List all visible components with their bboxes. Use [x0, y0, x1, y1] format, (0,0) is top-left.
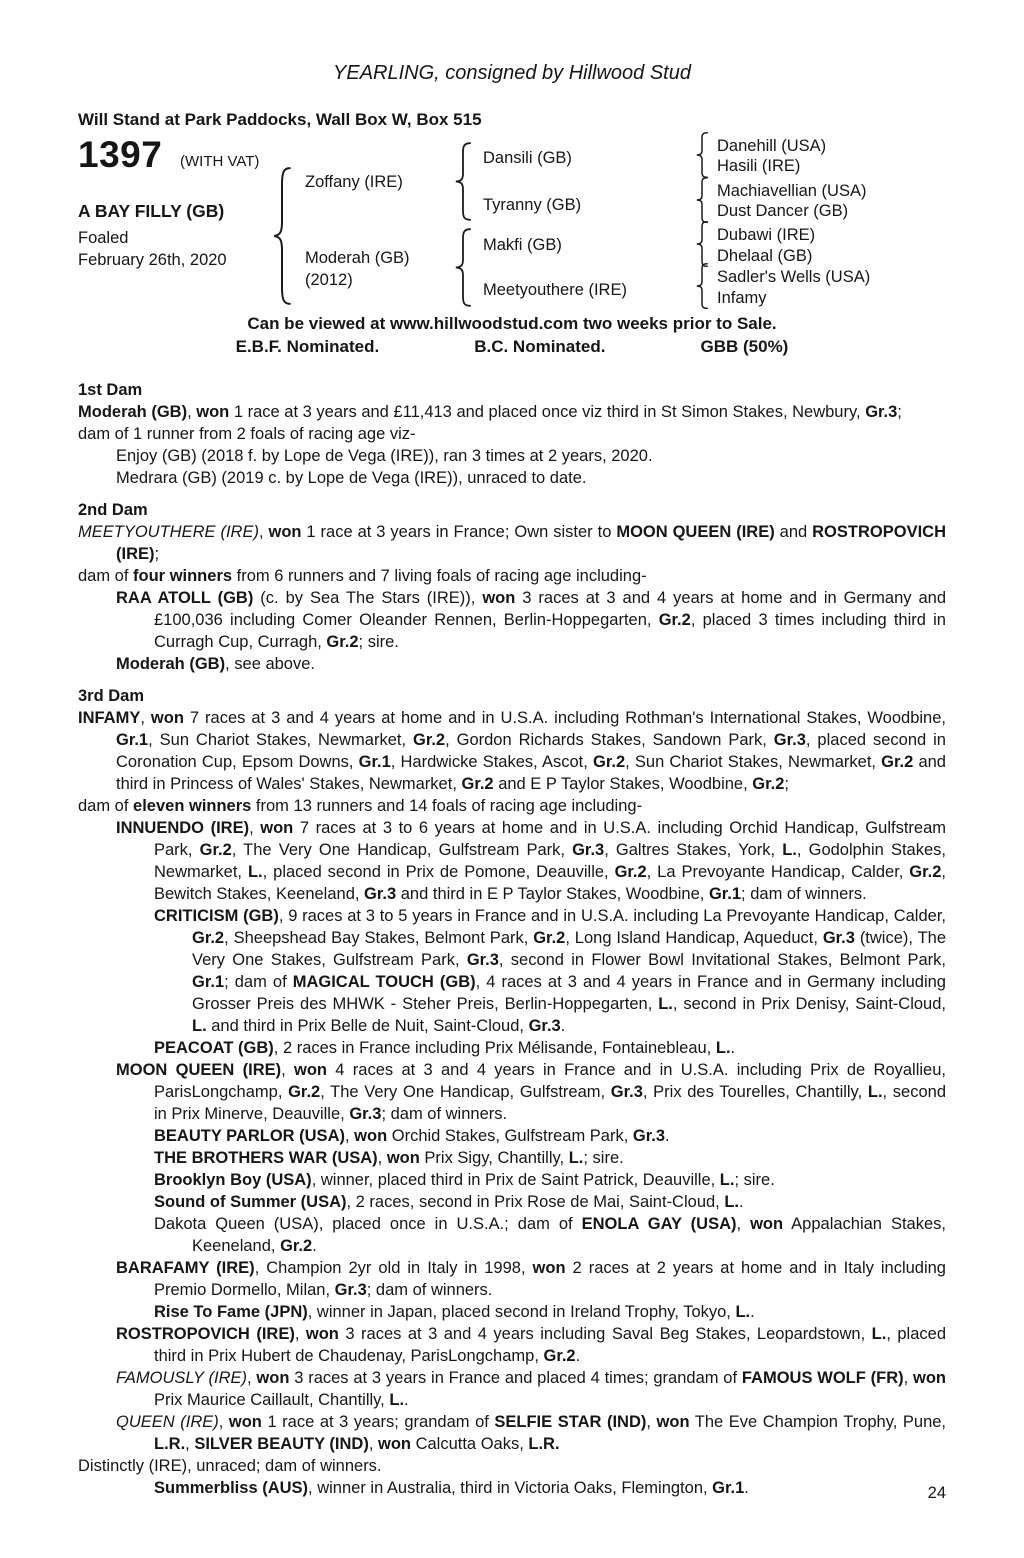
page-number: 24: [927, 1484, 946, 1502]
text-segment: Gr.3: [822, 929, 855, 947]
text-segment: won: [294, 1061, 327, 1079]
text-segment: dam of 1 runner from 2 foals of racing age viz-: [78, 425, 416, 443]
text-segment: .: [739, 1193, 744, 1211]
text-segment: ; dam of winners.: [366, 1281, 493, 1299]
text-segment: Rise To Fame (JPN): [154, 1303, 308, 1321]
text-segment: won: [386, 1149, 420, 1167]
text-segment: 7 races at 3 and 4 years at home and in U.S.A. including Rothman's International Stakes, Woodbine,: [183, 709, 946, 727]
text-segment: Gr.3: [349, 1105, 382, 1123]
text-segment: Gr.2: [543, 1347, 576, 1365]
text-segment: , Galtres Stakes, York,: [604, 841, 783, 859]
text-segment: , 2 races in France including Prix Mélisande, Fontainebleau,: [273, 1039, 716, 1057]
pedigree-paragraph: [78, 1059, 946, 1125]
text-segment: Brooklyn Boy (USA): [154, 1171, 312, 1189]
text-segment: L.: [247, 863, 263, 881]
sire-sire-name: Dansili (GB): [483, 149, 572, 167]
text-segment: Gr.2: [909, 863, 942, 881]
foaled-label: Foaled: [78, 229, 129, 247]
text-segment: , 2 races, second in Prix Rose de Mai, Saint-Cloud,: [346, 1193, 725, 1211]
pedigree-paragraph: [78, 1147, 946, 1169]
pedigree-paragraph: [78, 423, 946, 445]
text-segment: FAMOUSLY (IRE): [116, 1369, 248, 1387]
text-segment: Gr.2: [412, 731, 446, 749]
text-segment: .: [750, 1303, 755, 1321]
sire-sire-sire-name: Danehill (USA): [717, 137, 827, 155]
text-segment: Gr.3: [865, 403, 898, 421]
text-segment: ; sire.: [358, 633, 399, 651]
text-segment: , placed third in Prix Hubert de Chaudenay, ParisLongchamp,: [154, 1325, 946, 1365]
pedigree-paragraph: [78, 1367, 946, 1411]
text-segment: Moderah (GB): [116, 655, 226, 673]
text-segment: ; sire.: [583, 1149, 624, 1167]
animal-description: A BAY FILLY (GB): [78, 201, 225, 221]
dam-dam-name: Meetyouthere (IRE): [483, 281, 627, 299]
nominations-line: [0, 337, 1024, 357]
text-segment: , second in Prix Minerve, Deauville,: [154, 1083, 947, 1123]
text-segment: ,: [344, 1127, 355, 1145]
text-segment: and E P Taylor Stakes, Woodbine,: [493, 775, 753, 793]
text-segment: , winner, placed third in Prix de Saint Patrick, Deauville,: [311, 1171, 720, 1189]
text-segment: , Sheepshead Bay Stakes, Belmont Park,: [224, 929, 534, 947]
text-segment: Medrara (GB) (2019 c. by Lope de Vega (IRE)), unraced to date.: [116, 469, 587, 487]
text-segment: 3 races at 3 years in France and placed 4 times; grandam of: [289, 1369, 742, 1387]
text-segment: ; dam of winners.: [381, 1105, 508, 1123]
text-segment: Gr.3: [773, 731, 806, 749]
pedigree-details: [0, 379, 1024, 1499]
text-segment: 3 races at 3 and 4 years at home and in Germany and £100,036 including Comer Oleander Rennen, Berlin-Hoppegarten,: [154, 589, 947, 629]
text-segment: won: [256, 1369, 290, 1387]
pedigree-paragraph: [78, 795, 946, 817]
text-segment: .: [312, 1237, 317, 1255]
pedigree-paragraph: [78, 1323, 946, 1367]
text-segment: , Sun Chariot Stakes, Newmarket,: [625, 753, 882, 771]
text-segment: Gr.1: [192, 973, 225, 991]
text-segment: ,: [281, 1061, 294, 1079]
text-segment: , La Prevoyante Handicap, Calder,: [646, 863, 910, 881]
text-segment: , Godolphin Stakes, Newmarket,: [154, 841, 946, 881]
pedigree-brace-sire-dam: [694, 177, 710, 223]
text-segment: Gr.2: [881, 753, 914, 771]
text-segment: ROSTROPOVICH (IRE): [116, 523, 946, 563]
text-segment: ENOLA GAY (USA): [581, 1215, 737, 1233]
text-segment: (twice), The Very One Stakes, Gulfstream Park,: [192, 929, 947, 969]
text-segment: ; dam of: [224, 973, 293, 991]
text-segment: ,: [249, 819, 261, 837]
text-segment: 3 races at 3 and 4 years including Saval Beg Stakes, Leopardstown,: [338, 1325, 872, 1343]
text-segment: , placed second in Prix de Pomone, Deauville,: [262, 863, 615, 881]
text-segment: 1 race at 3 years in France; Own sister to: [301, 523, 617, 541]
text-segment: won: [150, 709, 184, 727]
text-segment: , 9 races at 3 to 5 years in France and in U.S.A. including La Prevoyante Handicap, Calder,: [278, 907, 946, 925]
text-segment: won: [378, 1435, 411, 1453]
text-segment: Prix Maurice Caillault, Chantilly,: [154, 1391, 390, 1409]
text-segment: Gr.2: [461, 775, 494, 793]
text-segment: , Long Island Handicap, Aqueduct,: [565, 929, 823, 947]
text-segment: and: [774, 523, 813, 541]
text-segment: L.: [867, 1083, 883, 1101]
text-segment: The Eve Champion Trophy, Pune,: [689, 1413, 947, 1431]
text-segment: won: [196, 403, 230, 421]
text-segment: Gr.2: [593, 753, 626, 771]
text-segment: BEAUTY PARLOR (USA): [154, 1127, 345, 1145]
pedigree-paragraph: [78, 521, 946, 565]
text-segment: ,: [247, 1369, 257, 1387]
text-segment: ; sire.: [734, 1171, 775, 1189]
viewing-notice: Can be viewed at www.hillwoodstud.com two weeks prior to Sale.: [247, 314, 777, 333]
pedigree-paragraph: [78, 1213, 946, 1257]
text-segment: ;: [784, 775, 789, 793]
text-segment: Summerbliss (AUS): [154, 1479, 309, 1497]
text-segment: L.R.: [528, 1435, 560, 1453]
pedigree-paragraph: [78, 467, 946, 489]
gbb-note: GBB (50%): [700, 337, 789, 356]
sire-sire-dam-name: Hasili (IRE): [717, 157, 801, 175]
text-segment: , Champion 2yr old in Italy in 1998,: [254, 1259, 533, 1277]
text-segment: Gr.1: [358, 753, 391, 771]
text-segment: (c. by Sea The Stars (IRE)),: [253, 589, 483, 607]
text-segment: Gr.2: [752, 775, 785, 793]
text-segment: ROSTROPOVICH (IRE): [116, 1325, 295, 1343]
pedigree-paragraph: [78, 565, 946, 587]
sire-name: Zoffany (IRE): [305, 173, 403, 191]
text-segment: Gr.3: [610, 1083, 643, 1101]
text-segment: ,: [218, 1413, 229, 1431]
text-segment: SELFIE STAR (IND): [494, 1413, 647, 1431]
pedigree-paragraph: [78, 1301, 946, 1323]
text-segment: L.: [735, 1303, 751, 1321]
text-segment: Gr.2: [280, 1237, 313, 1255]
text-segment: L.R.: [154, 1435, 186, 1453]
sire-dam-dam-name: Dust Dancer (GB): [717, 202, 849, 220]
text-segment: , winner in Australia, third in Victoria Oaks, Flemington,: [308, 1479, 713, 1497]
text-segment: PEACOAT (GB): [154, 1039, 274, 1057]
text-segment: , second in Prix Denisy, Saint-Cloud,: [672, 995, 946, 1013]
sire-dam-sire-name: Machiavellian (USA): [717, 182, 867, 200]
text-segment: ,: [646, 1413, 657, 1431]
bc-nomination: B.C. Nominated.: [474, 337, 606, 356]
text-segment: ;: [897, 403, 902, 421]
text-segment: INNUENDO (IRE): [116, 819, 250, 837]
text-segment: Gr.3: [528, 1017, 561, 1035]
text-segment: .: [730, 1039, 736, 1057]
text-segment: THE BROTHERS WAR (USA): [154, 1149, 378, 1167]
text-segment: , Gordon Richards Stakes, Sandown Park,: [445, 731, 774, 749]
text-segment: Gr.3: [364, 885, 397, 903]
text-segment: , Hardwicke Stakes, Ascot,: [390, 753, 594, 771]
ebf-nomination: E.B.F. Nominated.: [235, 337, 380, 356]
text-segment: eleven winners: [133, 797, 252, 815]
text-segment: Gr.2: [192, 929, 225, 947]
text-segment: from 6 runners and 7 living foals of racing age including-: [232, 567, 647, 585]
text-segment: Gr.2: [326, 633, 359, 651]
text-segment: Gr.2: [288, 1083, 321, 1101]
text-segment: CRITICISM (GB): [154, 907, 279, 925]
dam-name: Moderah (GB): [305, 249, 410, 267]
text-segment: L.: [568, 1149, 584, 1167]
text-segment: ,: [368, 1435, 378, 1453]
text-segment: and third in E P Taylor Stakes, Woodbine,: [396, 885, 709, 903]
text-segment: won: [260, 819, 294, 837]
pedigree-paragraph: [78, 587, 946, 653]
text-segment: Moderah (GB): [78, 403, 188, 421]
pedigree-paragraph: [78, 445, 946, 467]
text-segment: ;: [154, 545, 160, 563]
consignor-title: YEARLING, consigned by Hillwood Stud: [333, 62, 691, 84]
text-segment: Gr.3: [334, 1281, 367, 1299]
text-segment: ,: [187, 403, 197, 421]
text-segment: , Prix des Tourelles, Chantilly,: [642, 1083, 868, 1101]
pedigree-paragraph: [78, 1477, 946, 1499]
text-segment: , placed 3 times including third in Curragh Cup, Curragh,: [154, 611, 946, 651]
text-segment: .: [404, 1391, 409, 1409]
text-segment: , placed second in Coronation Cup, Epsom Downs,: [116, 731, 946, 771]
dam-sire-dam-name: Dhelaal (GB): [717, 247, 813, 265]
pedigree-paragraph: [78, 905, 946, 1037]
text-segment: RAA ATOLL (GB): [116, 589, 254, 607]
text-segment: L.: [192, 1017, 207, 1035]
pedigree-brace-dam: [452, 228, 474, 307]
text-segment: .: [744, 1479, 749, 1497]
text-segment: Appalachian Stakes, Keeneland,: [192, 1215, 946, 1255]
text-segment: ,: [185, 1435, 195, 1453]
text-segment: L.: [724, 1193, 740, 1211]
text-segment: Dakota Queen (USA), placed once in U.S.A.; dam of: [154, 1215, 582, 1233]
text-segment: L.: [658, 995, 673, 1013]
text-segment: L.: [715, 1039, 731, 1057]
text-segment: 1 race at 3 years; grandam of: [261, 1413, 495, 1431]
pedigree-paragraph: [78, 1125, 946, 1147]
text-segment: SILVER BEAUTY (IND): [194, 1435, 369, 1453]
text-segment: ,: [903, 1369, 914, 1387]
vat-note: (WITH VAT): [180, 153, 260, 170]
text-segment: Gr.1: [712, 1479, 745, 1497]
text-segment: , winner in Japan, placed second in Ireland Trophy, Tokyo,: [307, 1303, 736, 1321]
text-segment: .: [665, 1127, 670, 1145]
text-segment: Gr.2: [614, 863, 647, 881]
text-segment: Gr.1: [708, 885, 742, 903]
text-segment: MOON QUEEN (IRE): [616, 523, 775, 541]
pedigree-brace-sire-sire: [694, 132, 710, 178]
text-segment: , Sun Chariot Stakes, Newmarket,: [148, 731, 413, 749]
text-segment: Prix Sigy, Chantilly,: [419, 1149, 569, 1167]
text-segment: 4 races at 3 and 4 years in France and in U.S.A. including Prix de Royallieu, ParisLongchamp,: [154, 1061, 946, 1101]
pedigree-paragraph: [78, 1191, 946, 1213]
text-segment: Sound of Summer (USA): [154, 1193, 347, 1211]
foaled-date: February 26th, 2020: [78, 251, 227, 269]
lot-number: 1397: [78, 134, 163, 175]
text-segment: won: [532, 1259, 566, 1277]
pedigree-paragraph: [78, 401, 946, 423]
text-segment: four winners: [133, 567, 233, 585]
text-segment: from 13 runners and 14 foals of racing age including-: [251, 797, 643, 815]
text-segment: Gr.3: [466, 951, 499, 969]
pedigree-brace-dam-sire: [694, 221, 710, 267]
text-segment: won: [656, 1413, 690, 1431]
stand-location: Will Stand at Park Paddocks, Wall Box W, Box 515: [78, 110, 482, 129]
text-segment: Gr.3: [632, 1127, 666, 1145]
text-segment: won: [354, 1127, 388, 1145]
text-segment: .: [560, 1017, 566, 1035]
text-segment: QUEEN (IRE): [116, 1413, 219, 1431]
text-segment: and third in Princess of Wales' Stakes, Newmarket,: [116, 753, 946, 793]
pedigree-brace-dam-dam: [694, 263, 710, 309]
text-segment: Gr.3: [572, 841, 605, 859]
text-segment: MAGICAL TOUCH (GB): [292, 973, 476, 991]
text-segment: Gr.2: [199, 841, 232, 859]
text-segment: L.: [871, 1325, 887, 1343]
text-segment: won: [268, 523, 302, 541]
dam-heading: 1st Dam: [78, 381, 143, 399]
text-segment: ,: [736, 1215, 751, 1233]
pedigree-paragraph: [78, 653, 946, 675]
pedigree-paragraph: [78, 1169, 946, 1191]
text-segment: , The Very One Handicap, Gulfstream,: [320, 1083, 611, 1101]
text-segment: , 4 races at 3 and 4 years in France and in Germany including Grosser Preis des MHWK - Steher Preis, Berlin-Hoppegarten,: [192, 973, 946, 1013]
text-segment: , see above.: [225, 655, 315, 673]
text-segment: MOON QUEEN (IRE): [116, 1061, 282, 1079]
text-segment: Calcutta Oaks,: [411, 1435, 529, 1453]
text-segment: , The Very One Handicap, Gulfstream Park,: [231, 841, 573, 859]
pedigree-paragraph: [78, 1037, 946, 1059]
text-segment: L.: [782, 841, 797, 859]
dam-heading: 2nd Dam: [78, 501, 148, 519]
dam-heading: 3rd Dam: [78, 687, 145, 705]
text-segment: Distinctly (IRE), unraced; dam of winners.: [78, 1457, 382, 1475]
text-segment: 7 races at 3 to 6 years at home and in U.S.A. including Orchid Handicap, Gulfstream Park,: [154, 819, 946, 859]
text-segment: won: [228, 1413, 262, 1431]
text-segment: Orchid Stakes, Gulfstream Park,: [387, 1127, 633, 1145]
text-segment: ,: [377, 1149, 387, 1167]
text-segment: L.: [389, 1391, 405, 1409]
text-segment: MEETYOUTHERE (IRE): [78, 523, 259, 541]
text-segment: .: [575, 1347, 581, 1365]
text-segment: ; dam of winners.: [741, 885, 867, 903]
text-segment: Enjoy (GB) (2018 f. by Lope de Vega (IRE)), ran 3 times at 2 years, 2020.: [116, 447, 653, 465]
pedigree-brace-main: [270, 166, 294, 306]
text-segment: won: [482, 589, 516, 607]
pedigree-paragraph: [78, 817, 946, 905]
text-segment: Gr.2: [658, 611, 691, 629]
pedigree-paragraph: [78, 1257, 946, 1301]
text-segment: , second in Flower Bowl Invitational Stakes, Belmont Park,: [498, 951, 946, 969]
dam-year: (2012): [305, 271, 353, 289]
text-segment: 2 races at 2 years at home and in Italy including Premio Dormello, Milan,: [154, 1259, 946, 1299]
text-segment: won: [750, 1215, 784, 1233]
text-segment: Gr.1: [116, 731, 149, 749]
pedigree-brace-sire: [452, 142, 474, 221]
text-segment: , Bewitch Stakes, Keeneland,: [154, 863, 946, 903]
text-segment: won: [913, 1369, 947, 1387]
dam-sire-name: Makfi (GB): [483, 236, 562, 254]
dam-dam-dam-name: Infamy: [717, 289, 767, 307]
text-segment: and third in Prix Belle de Nuit, Saint-Cloud,: [206, 1017, 529, 1035]
pedigree-paragraph: [78, 707, 946, 795]
text-segment: BARAFAMY (IRE): [116, 1259, 255, 1277]
pedigree-paragraph: [78, 1411, 946, 1455]
text-segment: ,: [258, 523, 269, 541]
text-segment: Gr.2: [533, 929, 566, 947]
text-segment: INFAMY: [78, 709, 141, 727]
text-segment: dam of: [78, 567, 134, 585]
sire-dam-name: Tyranny (GB): [483, 196, 582, 214]
text-segment: FAMOUS WOLF (FR): [741, 1369, 904, 1387]
dam-sire-sire-name: Dubawi (IRE): [717, 226, 816, 244]
text-segment: dam of: [78, 797, 134, 815]
pedigree-paragraph: [78, 1455, 946, 1477]
text-segment: ,: [294, 1325, 306, 1343]
text-segment: ,: [140, 709, 151, 727]
text-segment: L.: [719, 1171, 735, 1189]
text-segment: 1 race at 3 years and £11,413 and placed once viz third in St Simon Stakes, Newbury,: [229, 403, 866, 421]
dam-dam-sire-name: Sadler's Wells (USA): [717, 268, 871, 286]
text-segment: won: [305, 1325, 339, 1343]
